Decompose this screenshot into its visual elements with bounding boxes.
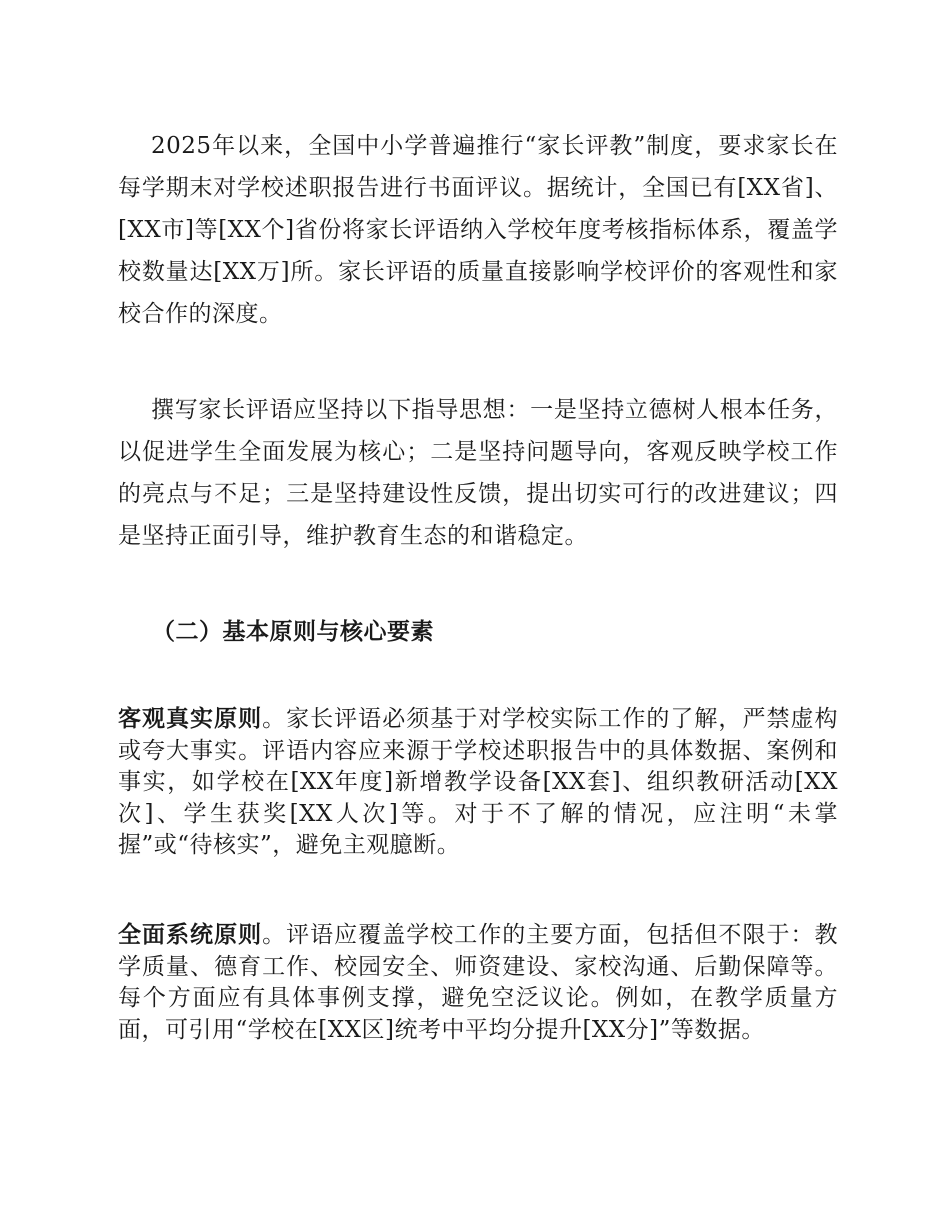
principle-body: 。评语应覆盖学校工作的主要方面，包括但不限于：教学质量、德育工作、校园安全、师资建设、家校沟通、后勤保障等。每个方面应有具体事例支撑，避免空泛议论。例如，在教学质量方面，可引用“学校在[XX区]统考中平均分提升[XX分]”等数据。 [118,922,839,1043]
principle-paragraph-objective [118,703,838,862]
principle-title: 客观真实原则 [118,705,263,732]
principle-paragraph-comprehensive [118,919,838,1046]
section-heading: （二）基本原则与核心要素 [152,618,434,645]
intro-paragraph: 2025年以来，全国中小学普遍推行“家长评教”制度，要求家长在每学期末对学校述职报告进行书面评议。据统计，全国已有[XX省]、[XX市]等[XX个]省份将家长评语纳入学校年度考核指标体系，覆盖学校数量达[XX万]所。家长评语的质量直接影响学校评价的客观性和家校合作的深度。 [118,133,838,327]
guiding-principles-paragraph: 撰写家长评语应坚持以下指导思想：一是坚持立德树人根本任务，以促进学生全面发展为核心；二是坚持问题导向，客观反映学校工作的亮点与不足；三是坚持建设性反馈，提出切实可行的改进建议；四是坚持正面引导，维护教育生态的和谐稳定。 [118,397,838,549]
principle-body: 。家长评语必须基于对学校实际工作的了解，严禁虚构或夸大事实。评语内容应来源于学校述职报告中的具体数据、案例和事实，如学校在[XX年度]新增教学设备[XX套]、组织教研活动[XX次]、学生获奖[XX人次]等。对于不了解的情况，应注明“未掌握”或“待核实”，避免主观臆断。 [118,706,839,858]
principle-title: 全面系统原则 [118,921,263,948]
